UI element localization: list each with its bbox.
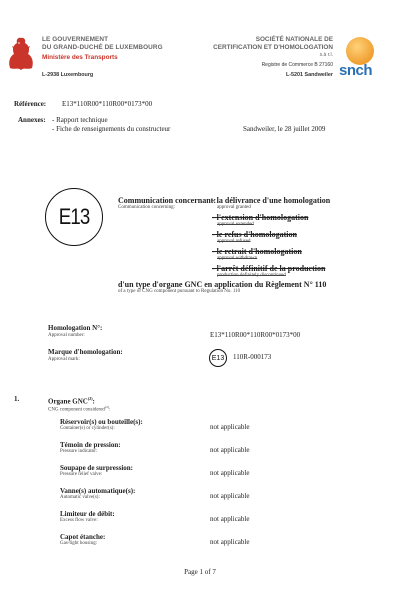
approval-mark-label-en: Approval mark:	[48, 357, 80, 362]
item-label-en: Automatic valve(s):	[60, 495, 100, 500]
item-value: not applicable	[210, 469, 250, 477]
section-number: 1.	[14, 395, 20, 403]
e-mark-large-text: E13	[58, 204, 90, 229]
annexes-label: Annexes:	[18, 116, 46, 124]
section-title-en-suffix: :	[109, 407, 111, 413]
item-label-en: Container(s) or cylinder(s):	[60, 426, 115, 431]
communication-title: Communication concernant:	[118, 196, 216, 205]
item-label: Soupape de surpression:	[60, 464, 134, 472]
snch-line1: SOCIÉTÉ NATIONALE DE	[255, 36, 333, 43]
item-value: not applicable	[210, 515, 250, 523]
government-line2: DU GRAND-DUCHÉ DE LUXEMBOURG	[42, 44, 163, 51]
section-title-suffix: :	[92, 397, 95, 406]
section-title-en	[48, 404, 110, 414]
item-label-en: Pressure relief valve:	[60, 472, 103, 477]
section-title-en-text: CNG component considered	[48, 407, 105, 413]
snch-line2: CERTIFICATION ET D'HOMOLOGATION	[213, 44, 333, 51]
option-en: approval withdrawn	[217, 256, 258, 261]
item-value: not applicable	[210, 492, 250, 500]
item-label-en: Gas-tight housing:	[60, 541, 98, 546]
option-approval-granted	[212, 196, 392, 211]
option-en: approval extended	[217, 222, 254, 227]
e-mark-large	[45, 188, 103, 246]
communication-title-en: Communication concerning:	[118, 205, 176, 210]
section-title-en-sup: (2)	[104, 405, 110, 409]
page-number: Page 1 of 7	[184, 568, 216, 576]
approval-number-label-en: Approval number:	[48, 333, 85, 338]
right-postal: L-5201 Sandweiler	[285, 72, 333, 78]
reference-label: Référence:	[14, 100, 47, 108]
item-label: Limiteur de débit:	[60, 510, 115, 518]
left-postal: L-2938 Luxembourg	[42, 72, 94, 78]
item-value: not applicable	[210, 423, 250, 431]
option-en: approval refused	[217, 239, 251, 244]
government-line1: LE GOUVERNEMENT	[42, 36, 109, 43]
annexes-item: - Rapport technique	[52, 116, 108, 124]
item-value: not applicable	[210, 538, 250, 546]
item-label: Capot étanche:	[60, 533, 106, 541]
option-approval-refused	[212, 230, 392, 245]
option-approval-extended	[212, 213, 392, 228]
option-en: production definitely discontinued	[217, 273, 286, 278]
item-label-en: Excess flow valve:	[60, 518, 98, 523]
section-title-sup: (2)	[87, 396, 93, 401]
annexes-item: - Fiche de renseignements du constructeur	[52, 125, 171, 133]
option-en: approval granted	[217, 205, 251, 210]
registry-number: Registre de Commerce B 27160	[261, 62, 333, 68]
approval-number-label: Homologation N°:	[48, 324, 103, 332]
snch-header	[203, 36, 333, 79]
component-type: d'un type d'organe GNC en application du Règlement N° 110	[118, 280, 327, 289]
e-mark-small	[209, 349, 227, 367]
item-label: Vanne(s) automatique(s):	[60, 487, 136, 495]
item-label: Témoin de pression:	[60, 441, 121, 449]
place-date: Sandweiler, le 28 juillet 2009	[243, 125, 326, 133]
component-type-en: of a type of CNG component pursuant to Regulation No. 110	[118, 289, 241, 294]
snch-logo-text: snch	[339, 62, 373, 79]
item-label: Réservoir(s) ou bouteille(s):	[60, 418, 143, 426]
approval-mark-value: 110R-000173	[233, 353, 272, 361]
approval-number-value: E13*110R00*110R00*0173*00	[210, 331, 301, 339]
approval-mark-label: Marque d'homologation:	[48, 348, 123, 356]
option-production-discontinued	[212, 264, 392, 279]
snch-sarl: s.à r.l.	[319, 52, 333, 58]
communication-options	[212, 196, 392, 279]
option-fr: - l'arrêt définitif de la production	[212, 264, 326, 273]
option-fr: - le retrait d'homologation	[212, 247, 302, 256]
item-label-en: Pressure indicator:	[60, 449, 98, 454]
option-approval-withdrawn	[212, 247, 392, 262]
government-header	[42, 36, 163, 79]
luxembourg-lion-logo	[4, 34, 38, 74]
item-value: not applicable	[210, 446, 250, 454]
e-mark-small-text: E13	[211, 354, 225, 362]
option-fr: - le refus d'homologation	[212, 230, 297, 239]
option-fr: - l'extension d'homologation	[212, 213, 309, 222]
option-fr: - la délivrance d'une homologation	[212, 196, 331, 205]
reference-value: E13*110R00*110R00*0173*00	[62, 100, 153, 108]
ministry-name: Ministère des Transports	[42, 54, 118, 61]
section-title-text: Organe GNC	[48, 397, 88, 406]
